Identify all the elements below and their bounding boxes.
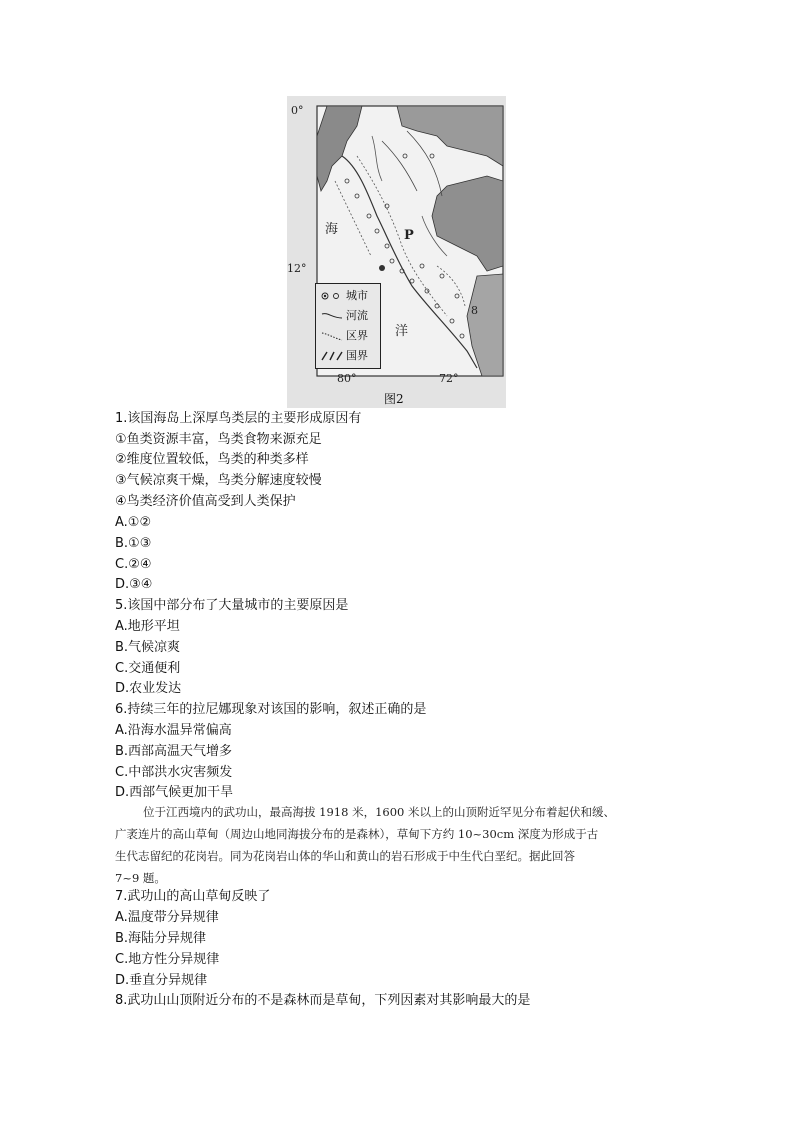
- q1-statement-1: ①鱼类资源丰富，鸟类食物来源充足: [115, 432, 322, 447]
- q1-option-c: C.②④: [115, 557, 152, 572]
- passage-line-4: 7~9 题。: [115, 871, 166, 885]
- q6-option-b: B.西部高温天气增多: [115, 744, 233, 759]
- q7-option-b: B.海陆分异规律: [115, 931, 207, 946]
- district-border-icon: [320, 328, 344, 344]
- q1-option-d: D.③④: [115, 577, 153, 592]
- national-border-icon: [320, 348, 344, 364]
- q7-stem: 7.武功山的高山草甸反映了: [115, 889, 271, 904]
- sea-label: 海: [325, 222, 339, 237]
- passage-line-1: 位于江西境内的武功山，最高海拔 1918 米，1600 米以上的山顶附近罕见分布着起伏和缓、: [143, 805, 615, 819]
- q6-stem: 6.持续三年的拉尼娜现象对该国的影响，叙述正确的是: [115, 702, 427, 717]
- q5-stem: 5.该国中部分布了大量城市的主要原因是: [115, 598, 349, 613]
- q6-option-a: A.沿海水温异常偏高: [115, 723, 232, 738]
- q7-option-a: A.温度带分异规律: [115, 910, 219, 925]
- q7-option-c: C.地方性分异规律: [115, 952, 220, 967]
- lat-label-0: 0°: [291, 104, 304, 117]
- lat-label-12: 12°: [287, 262, 307, 275]
- q1-option-a: A.①②: [115, 515, 152, 530]
- q1-option-b: B.①③: [115, 536, 152, 551]
- legend-national: [320, 348, 378, 364]
- q1-statement-3: ③气候凉爽干燥，鸟类分解速度较慢: [115, 473, 322, 488]
- map-legend: [315, 283, 381, 369]
- legend-river-label: 河流: [346, 309, 368, 322]
- q6-option-c: C.中部洪水灾害频发: [115, 765, 233, 780]
- river-symbol-icon: [320, 308, 344, 324]
- q8-stem: 8.武功山山顶附近分布的不是森林而是草甸，下列因素对其影响最大的是: [115, 993, 531, 1008]
- figure-caption: 图2: [384, 392, 404, 406]
- q1-statement-4: ④鸟类经济价值高受到人类保护: [115, 494, 296, 509]
- legend-national-label: 国界: [346, 349, 368, 362]
- legend-district-label: 区界: [346, 329, 368, 342]
- q5-option-b: B.气候凉爽: [115, 640, 181, 655]
- lon-label-72: 72°: [439, 372, 459, 385]
- legend-river: [320, 308, 378, 324]
- country-letter: P: [404, 228, 414, 243]
- ocean-label: 洋: [395, 324, 409, 339]
- q1-stem: 1.该国海岛上深厚鸟类层的主要形成原因有: [115, 411, 362, 426]
- q5-option-a: A.地形平坦: [115, 619, 180, 634]
- lon-label-80: 80°: [337, 372, 357, 385]
- island-number: 8: [471, 304, 478, 317]
- legend-city-label: 城市: [346, 289, 368, 302]
- city-symbol-icon: [320, 288, 344, 304]
- legend-district: [320, 328, 378, 344]
- legend-city: [320, 288, 378, 304]
- q7-option-d: D.垂直分异规律: [115, 973, 208, 988]
- q1-statement-2: ②维度位置较低，鸟类的种类多样: [115, 452, 309, 467]
- passage-line-2: 广袤连片的高山草甸（周边山地同海拔分布的是森林），草甸下方约 10~30cm 深度为形成于古: [115, 827, 599, 841]
- q5-option-c: C.交通便利: [115, 661, 181, 676]
- passage-line-3: 生代志留纪的花岗岩。同为花岗岩山体的华山和黄山的岩石形成于中生代白垩纪。据此回答: [115, 849, 575, 863]
- q5-option-d: D.农业发达: [115, 681, 182, 696]
- q6-option-d: D.西部气候更加干旱: [115, 785, 234, 800]
